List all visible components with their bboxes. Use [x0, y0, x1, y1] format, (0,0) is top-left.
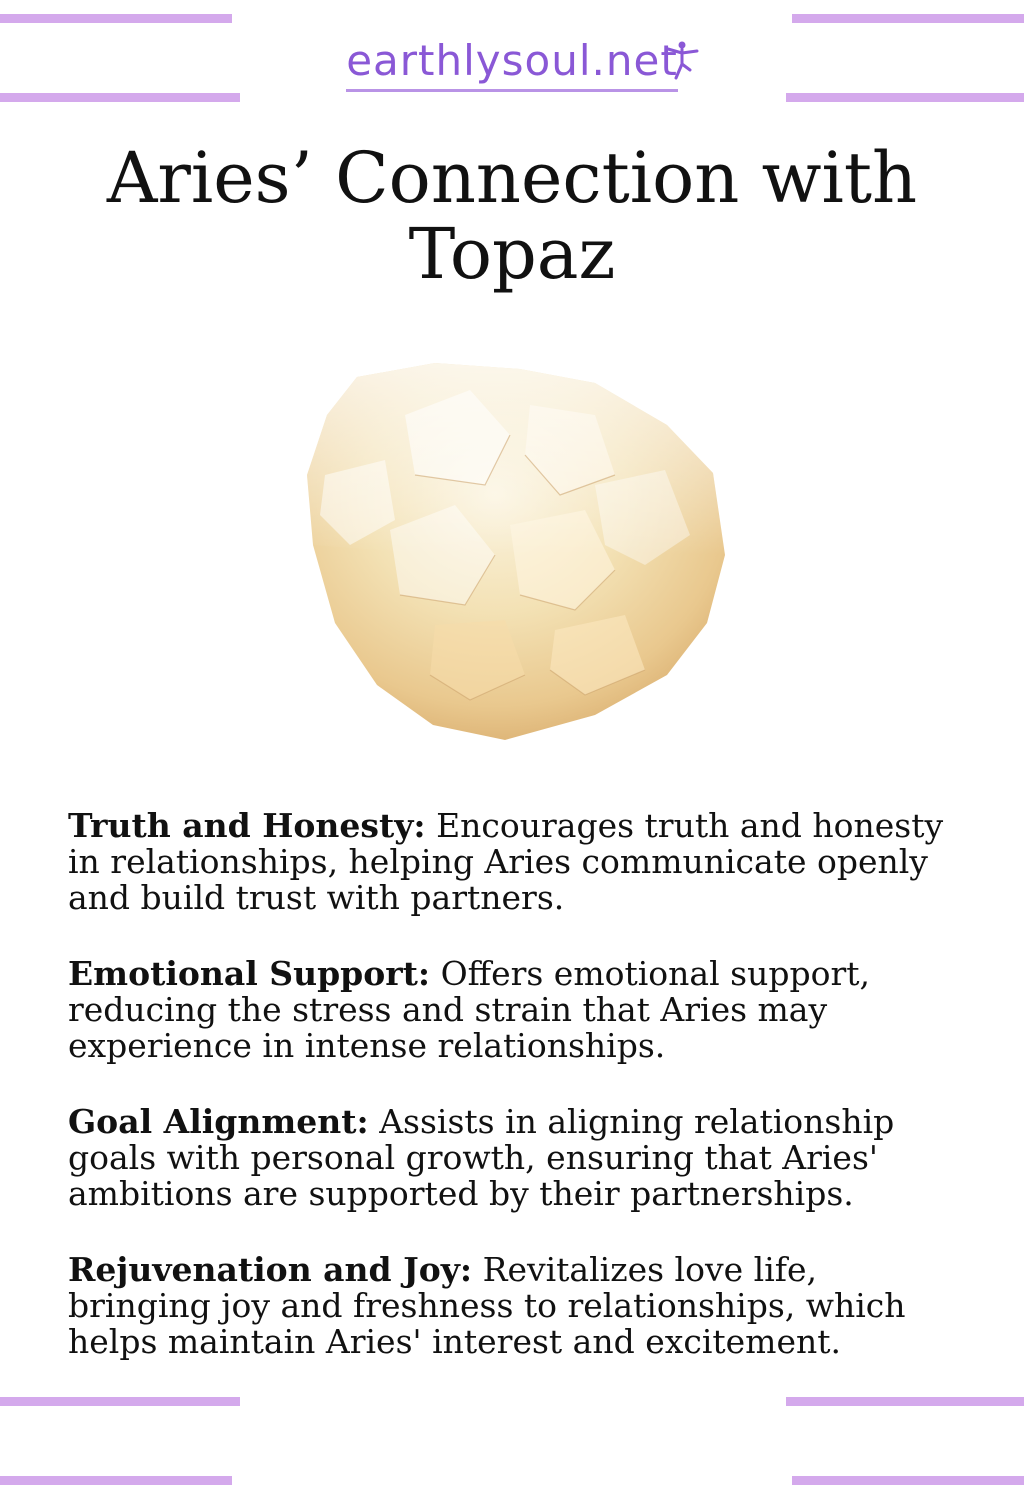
page-title: Aries’ Connection with Topaz	[106, 137, 918, 295]
list-item-rejuvenation-joy	[68, 1252, 958, 1360]
item-text: Encourages truth and honesty in relationships, helping Aries communicate openly and build trust with partners.	[68, 806, 944, 917]
item-term: Emotional Support:	[68, 954, 431, 993]
logo-text: earthlysoul.net	[346, 36, 678, 85]
top-left-bar-2	[0, 93, 240, 102]
top-right-bar-2	[786, 93, 1024, 102]
dancer-icon	[664, 40, 700, 80]
top-right-bar-1	[792, 14, 1024, 23]
bottom-right-bar-2	[792, 1476, 1024, 1485]
top-left-bar-1	[0, 14, 232, 23]
item-text: Assists in aligning relationship goals with personal growth, ensuring that Aries' ambitions are supported by their partnerships.	[68, 1102, 895, 1213]
item-term: Goal Alignment:	[68, 1102, 369, 1141]
list-item-emotional-support	[68, 956, 958, 1064]
item-term: Rejuvenation and Joy:	[68, 1250, 473, 1289]
item-text: Offers emotional support, reducing the stress and strain that Aries may experience in intense relationships.	[68, 954, 870, 1065]
bottom-left-bar-2	[0, 1476, 232, 1485]
list-item-goal-alignment	[68, 1104, 958, 1212]
list-item-truth-honesty	[68, 808, 958, 916]
topaz-crystal-image	[295, 355, 735, 750]
item-text: Revitalizes love life, bringing joy and freshness to relationships, which helps maintain Aries' interest and excitement.	[68, 1250, 906, 1361]
item-term: Truth and Honesty:	[68, 806, 426, 845]
content-list	[68, 808, 958, 1400]
site-logo[interactable]	[0, 36, 1024, 92]
